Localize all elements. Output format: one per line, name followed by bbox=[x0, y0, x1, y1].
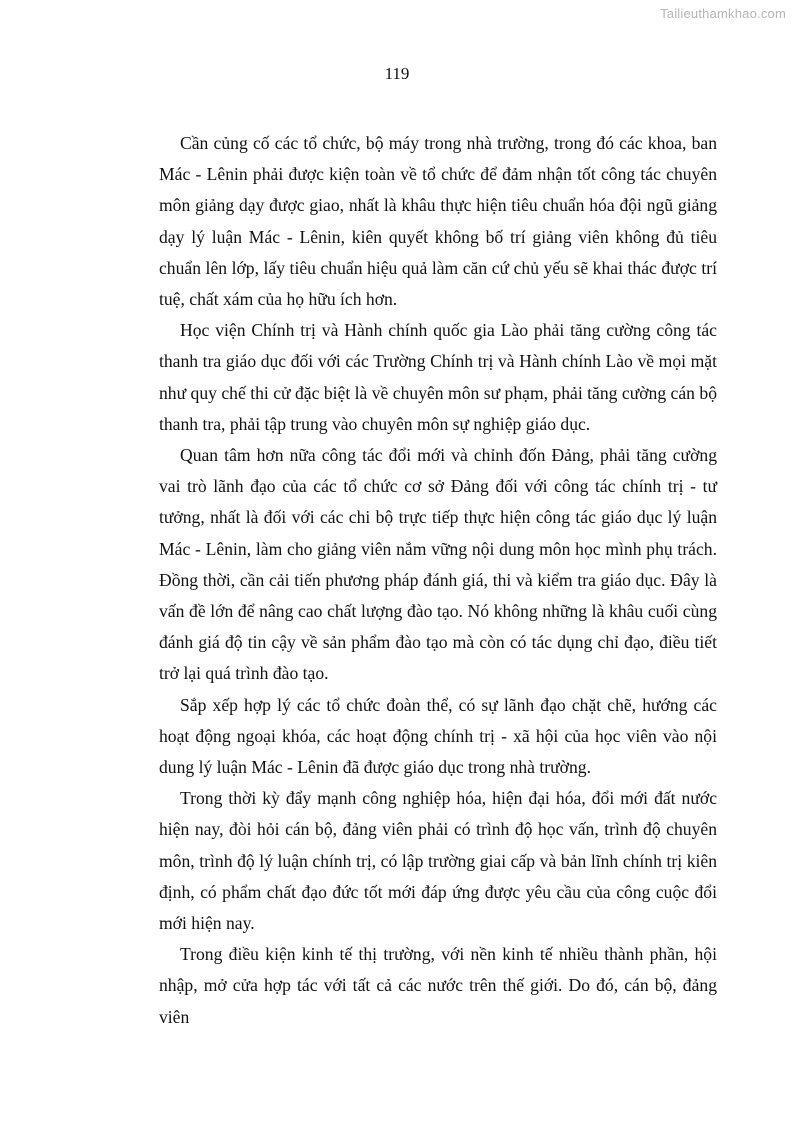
paragraph-5: Trong thời kỳ đẩy mạnh công nghiệp hóa, hiện đại hóa, đổi mới đất nước hiện nay, đòi hỏi cán bộ, đảng viên phải có trình độ học vấn, trình độ chuyên môn, trình độ lý luận chính trị, có lập trường giai cấp và bản lĩnh chính trị kiên định, có phẩm chất đạo đức tốt mới đáp ứng được yêu cầu của công cuộc đổi mới hiện nay. bbox=[159, 788, 717, 934]
paragraph-1: Cần củng cố các tổ chức, bộ máy trong nhà trường, trong đó các khoa, ban Mác - Lênin phải được kiện toàn về tổ chức để đảm nhận tốt công tác chuyên môn giảng dạy được giao, nhất là khâu thực hiện tiêu chuẩn hóa đội ngũ giảng dạy lý luận Mác - Lênin, kiên quyết không bố trí giảng viên không đủ tiêu chuẩn lên lớp, lấy tiêu chuẩn hiệu quả làm căn cứ chủ yếu sẽ khai thác được trí tuệ, chất xám của họ hữu ích hơn. bbox=[159, 133, 717, 310]
watermark: Tailieuthamkhao.com bbox=[660, 6, 786, 21]
paragraph-3: Quan tâm hơn nữa công tác đổi mới và chỉnh đốn Đảng, phải tăng cường vai trò lãnh đạo của các tổ chức cơ sở Đảng đối với công tác chính trị - tư tưởng, nhất là đối với các chi bộ trực tiếp thực hiện công tác giáo dục lý luận Mác - Lênin, làm cho giảng viên nắm vững nội dung môn học mình phụ trách. Đồng thời, cần cải tiến phương pháp đánh giá, thi và kiểm tra giáo dục. Đây là vấn đề lớn để nâng cao chất lượng đào tạo. Nó không những là khâu cuối cùng đánh giá độ tin cậy về sản phẩm đào tạo mà còn có tác dụng chỉ đạo, điều tiết trở lại quá trình đào tạo. bbox=[159, 445, 717, 684]
page-number: 119 bbox=[384, 64, 410, 83]
paragraph-2: Học viện Chính trị và Hành chính quốc gia Lào phải tăng cường công tác thanh tra giáo dục đối với các Trường Chính trị và Hành chính Lào về mọi mặt như quy chế thi cử đặc biệt là về chuyên môn sư phạm, phải tăng cường cán bộ thanh tra, phải tập trung vào chuyên môn sự nghiệp giáo dục. bbox=[159, 320, 717, 434]
paragraph-6: Trong điều kiện kinh tế thị trường, với nền kinh tế nhiều thành phần, hội nhập, mở cửa hợp tác với tất cả các nước trên thế giới. Do đó, cán bộ, đảng viên bbox=[159, 944, 717, 1027]
document-body bbox=[159, 128, 717, 1033]
paragraph-4: Sắp xếp hợp lý các tổ chức đoàn thể, có sự lãnh đạo chặt chẽ, hướng các hoạt động ngoại khóa, các hoạt động chính trị - xã hội của học viên vào nội dung lý luận Mác - Lênin đã được giáo dục trong nhà trường. bbox=[159, 694, 717, 778]
